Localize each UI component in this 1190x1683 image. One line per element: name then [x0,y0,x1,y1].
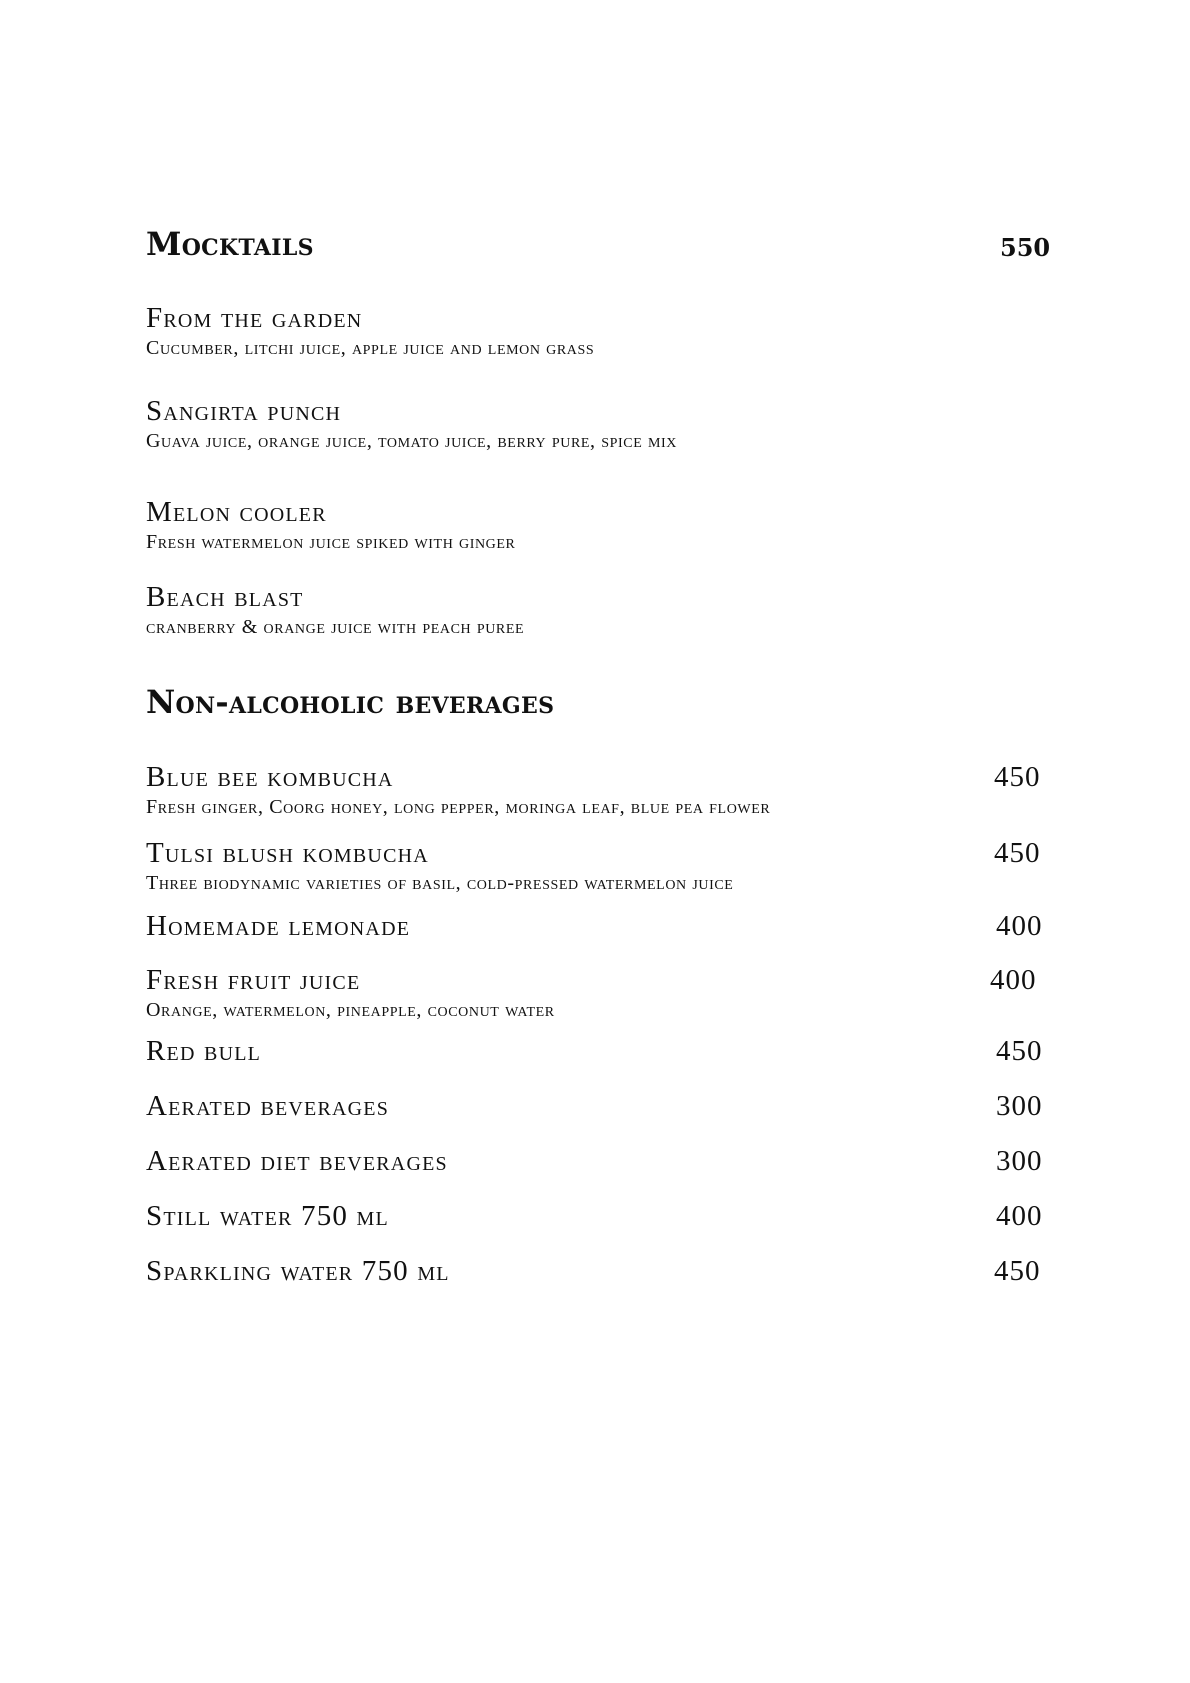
item-name: Beach blast [146,581,304,613]
item-name: Aerated diet beverages [146,1145,448,1177]
menu-item-aerated-diet-beverages [146,1147,1066,1176]
item-price: 400 [990,964,1037,996]
item-price: 400 [996,1200,1043,1232]
item-name: Sparkling water 750 ml [146,1255,450,1287]
item-name: Homemade lemonade [146,910,411,942]
item-description: Cucumber, litchi juice, apple juice and lemon grass [146,337,595,359]
menu-item-fresh-fruit-juice [146,966,1066,1020]
item-description: Fresh ginger, Coorg honey, long pepper, moringa leaf, blue pea flower [146,796,771,818]
menu-item-beach-blast [146,583,1066,637]
item-name: Fresh fruit juice [146,964,361,996]
item-name: From the garden [146,302,363,334]
item-name: Sangirta punch [146,395,342,427]
menu-item-still-water [146,1202,1066,1231]
menu-item-homemade-lemonade [146,912,1066,941]
item-description: Orange, watermelon, pineapple, coconut water [146,999,555,1021]
item-name: Aerated beverages [146,1090,390,1122]
menu-item-from-the-garden [146,304,1066,358]
item-name: Blue bee kombucha [146,761,394,793]
menu-item-tulsi-blush-kombucha [146,839,1066,893]
section-title-non-alcoholic-beverages: Non-alcoholic beverages [146,683,555,721]
item-price: 300 [996,1090,1043,1122]
item-description: Three biodynamic varieties of basil, cold-pressed watermelon juice [146,872,734,894]
item-price: 300 [996,1145,1043,1177]
menu-item-red-bull [146,1037,1066,1066]
item-name: Tulsi blush kombucha [146,837,429,869]
item-price: 450 [996,1035,1043,1067]
item-price: 450 [994,761,1041,793]
menu-item-aerated-beverages [146,1092,1066,1121]
item-description: Fresh watermelon juice spiked with ginger [146,531,516,553]
menu-item-sparkling-water [146,1257,1066,1286]
item-name: Melon cooler [146,496,327,528]
item-description: Guava juice, orange juice, tomato juice, berry pure, spice mix [146,430,677,452]
item-price: 450 [994,837,1041,869]
menu-item-blue-bee-kombucha [146,763,1066,817]
menu-item-melon-cooler [146,498,1066,552]
item-description: cranberry & orange juice with peach puree [146,616,525,638]
item-price: 450 [994,1255,1041,1287]
item-price: 400 [996,910,1043,942]
item-name: Still water 750 ml [146,1200,389,1232]
menu-item-sangirta-punch [146,397,1066,451]
item-name: Red bull [146,1035,262,1067]
section-title-mocktails: Mocktails [146,225,314,263]
mocktails-price: 550 [1000,233,1051,262]
